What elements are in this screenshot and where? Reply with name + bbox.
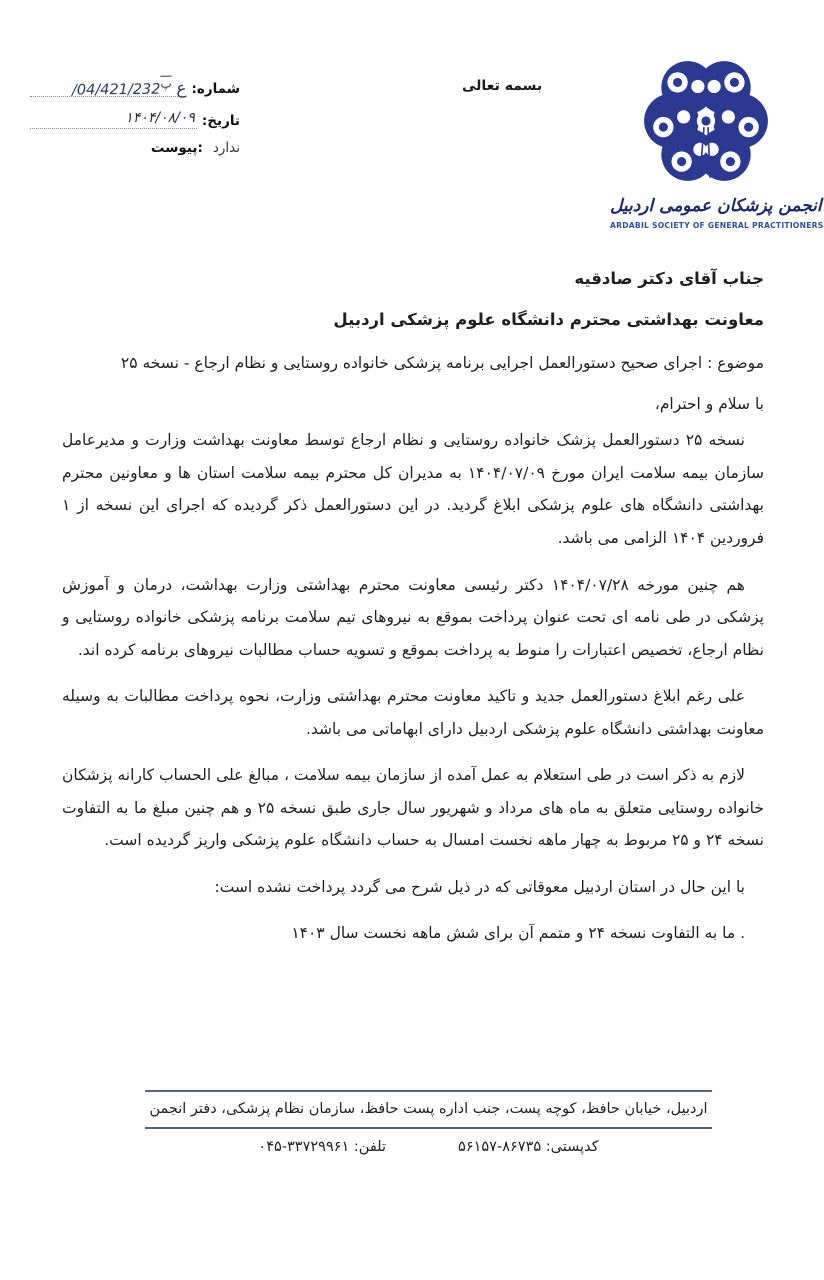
- letterhead-meta: [28, 76, 240, 167]
- serial-row: [28, 76, 240, 97]
- serial-value-handwritten: [71, 76, 187, 100]
- serial-ayn-letter: ع: [176, 78, 187, 99]
- serial-number: /04/421/232: [71, 81, 161, 99]
- attachment-value: ندارد: [212, 140, 240, 156]
- subject-line: موضوع : اجرای صحیح دستورالعمل اجرایی برنامه پزشکی خانواده روستایی و نظام ارجاع - نسخه ۲۵: [120, 354, 764, 373]
- bismillah-text: بسمه تعالی: [462, 78, 543, 94]
- overdue-item: . ما به التفاوت نسخه ۲۴ و متمم آن برای شش ماهه نخست سال ۱۴۰۳: [291, 924, 745, 943]
- serial-pe-letter: پ: [160, 76, 172, 91]
- postal-code-value: ۵۶۱۵۷-۸۶۷۳۵: [458, 1139, 542, 1155]
- attachment-row: [28, 140, 240, 156]
- org-logo: [610, 56, 824, 230]
- addressee-name: جناب آقای دکتر صادقیه: [574, 269, 764, 288]
- salutation: با سلام و احترام،: [654, 394, 764, 413]
- date-label: تاریخ:: [201, 113, 240, 129]
- phone-value: ۰۴۵-۳۳۷۲۹۹۶۱: [258, 1139, 350, 1155]
- paragraph-4: لازم به ذکر است در طی استعلام به عمل آمده از سازمان بیمه سلامت ، مبالغ علی الحساب کارانه پزشکان خانواده روستایی متعلق به ماه های مرداد و شهریور سال جاری طبق نسخه ۲۵ و هم چنین مبلغ ما به التفاوت نسخه ۲۴ و ۲۵ مربوط به چهار ماهه نخست امسال به حساب دانشگاه علوم پزشکی واریز گردیده است.: [62, 766, 764, 850]
- letter-body: [62, 262, 764, 964]
- date-dotted-line: [30, 108, 197, 129]
- date-value-handwritten: ۱۴۰۴/۰۸/۰۹: [125, 110, 195, 126]
- postal-code-pair: [458, 1139, 599, 1155]
- org-name-english: ARDABIL SOCIETY OF GENERAL PRACTITIONERS: [610, 221, 824, 230]
- org-logo-emblem: [632, 56, 780, 190]
- footer-address: اردبیل، خیابان حافظ، کوچه پست، جنب اداره پست حافظ، سازمان نظام پزشکی، دفتر انجمن: [149, 1101, 708, 1117]
- serial-dotted-line: [30, 76, 186, 97]
- postal-code-label: کدپستی:: [545, 1139, 599, 1155]
- phone-pair: [258, 1139, 386, 1155]
- paragraph-1: نسخه ۲۵ دستورالعمل پزشک خانواده روستایی و نظام ارجاع توسط معاونت بهداشت وزارت و مدیرعامل سازمان بیمه سلامت ایران مورخ ۱۴۰۴/۰۷/۰۹ به مدیران کل محترم بیمه سلامت استان ها و معاونین محترم بهداشتی دانشگاه های علوم پزشکی ابلاغ گردید. در این دستورالعمل ذکر گردیده که اجرای این نسخه از ۱ فروردین ۱۴۰۴ الزامی می باشد.: [62, 431, 765, 548]
- paragraph-2: هم چنین مورخه ۱۴۰۴/۰۷/۲۸ دکتر رئیسی معاونت محترم بهداشتی وزارت بهداشت، درمان و آموزش پزشکی در طی نامه ای تحت عنوان پرداخت بموقع به نیروهای تیم سلامت برنامه پزشکی خانواده روستایی و نظام ارجاع، تخصیص اعتبارات را منوط به پرداخت بموقع و تسویه حساب مطالبات نیروهای برنامه کرده اند.: [62, 575, 764, 659]
- org-name-persian-calligraphy: انجمن پزشکان عمومی اردبیل: [610, 196, 822, 216]
- paragraph-5: با این حال در استان اردبیل معوقاتی که در ذیل شرح می گردد پرداخت نشده است:: [214, 877, 745, 896]
- footer: [145, 1090, 712, 1155]
- paragraph-3: علی رغم ابلاغ دستورالعمل جدید و تاکید معاونت محترم بهداشتی وزارت، نحوه پرداخت مطالبات به وسیله معاونت بهداشتی دانشگاه علوم پزشکی اردبیل دارای ابهاماتی می باشد.: [62, 687, 764, 738]
- serial-label: شماره:: [191, 81, 240, 97]
- phone-label: تلفن:: [353, 1139, 387, 1155]
- addressee-title: معاونت بهداشتی محترم دانشگاه علوم پزشکی اردبیل: [333, 309, 764, 329]
- footer-codes-row: [145, 1129, 712, 1155]
- attachment-label: پیوست:: [150, 140, 203, 156]
- date-row: [28, 108, 240, 129]
